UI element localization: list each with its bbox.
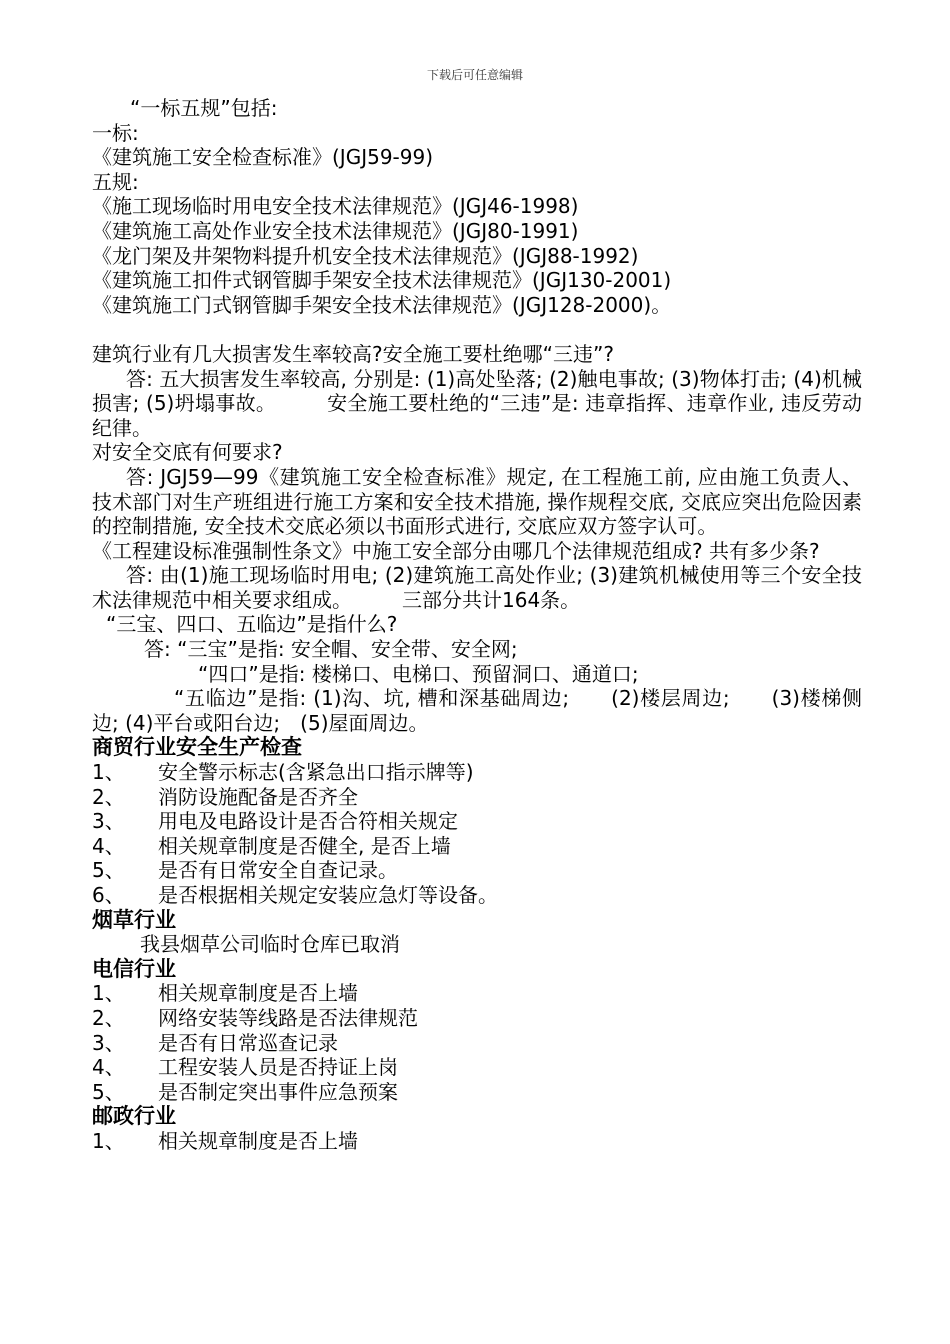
five-regulations-label: 五规: <box>92 169 139 194</box>
question-4: “三宝、四口、五临边”是指什么? <box>106 612 398 637</box>
list-item-text: 相关规章制度是否健全, 是否上墙 <box>158 833 451 858</box>
list-item <box>92 1080 862 1105</box>
answer-4-five-edges: “五临边”是指: (1)沟、坑, 槽和深基础周边; (2)楼层周边; (3)楼梯侧边; (4)平台或阳台边; (5)屋面周边。 <box>92 686 862 735</box>
list-item <box>92 809 862 834</box>
regulation-item: 《龙门架及井架物料提升机安全技术法律规范》(JGJ88-1992) <box>92 243 639 268</box>
answer-3: 答: 由(1)施工现场临时用电; (2)建筑施工高处作业; (3)建筑机械使用等三个安全技术法律规范中相关要求组成。 三部分共计164条。 <box>92 563 862 612</box>
document-body <box>92 96 862 1154</box>
list-item-text: 是否有日常巡查记录 <box>158 1030 338 1055</box>
list-item-text: 是否制定突出事件应急预案 <box>158 1079 398 1104</box>
list-item-text: 相关规章制度是否上墙 <box>158 981 358 1006</box>
page-header: 下载后可任意编辑 <box>426 68 523 82</box>
list-item-number: 3、 <box>92 809 125 834</box>
answer-1: 答: 五大损害发生率较高, 分别是: (1)高处坠落; (2)触电事故; (3)物体打击; (4)机械损害; (5)坍塌事故。 安全施工要杜绝的“三违”是: 违章指挥、违章作业, 违反劳动纪律。 <box>92 366 862 440</box>
list-item-number: 1、 <box>92 760 125 785</box>
list-item <box>92 883 862 908</box>
answer-4-three-treasures: 答: “三宝”是指: 安全帽、安全带、安全网; <box>144 637 518 662</box>
list-item <box>92 1129 862 1154</box>
list-item-text: 工程安装人员是否持证上岗 <box>158 1055 398 1080</box>
list-item <box>92 1055 862 1080</box>
list-item-text: 消防设施配备是否齐全 <box>158 784 358 809</box>
list-item-number: 5、 <box>92 1079 125 1104</box>
list-item <box>92 1006 862 1031</box>
question-3: 《工程建设标准强制性条文》中施工安全部分由哪几个法律规范组成? 共有多少条? <box>92 538 820 563</box>
regulation-item: 《施工现场临时用电安全技术法律规范》(JGJ46-1998) <box>92 194 579 219</box>
standards-title: “一标五规”包括: <box>130 96 278 120</box>
list-item-number: 2、 <box>92 1005 125 1030</box>
section-title-postal: 邮政行业 <box>92 1104 176 1129</box>
spacer <box>92 317 862 342</box>
list-item-number: 5、 <box>92 858 125 883</box>
list-item-number: 6、 <box>92 883 125 907</box>
list-item <box>92 834 862 859</box>
list-item <box>92 1031 862 1056</box>
section-title-tobacco: 烟草行业 <box>92 907 176 932</box>
list-item-number: 4、 <box>92 833 125 858</box>
list-item <box>92 760 862 785</box>
list-item-text: 安全警示标志(含紧急出口指示牌等) <box>158 760 474 785</box>
tobacco-text: 我县烟草公司临时仓库已取消 <box>140 932 400 957</box>
question-1: 建筑行业有几大损害发生率较高?安全施工要杜绝哪“三违”? <box>92 341 614 366</box>
list-item-number: 1、 <box>92 981 125 1006</box>
list-item <box>92 785 862 810</box>
list-item-number: 1、 <box>92 1128 125 1153</box>
question-2: 对安全交底有何要求? <box>92 440 283 465</box>
regulation-item: 《建筑施工门式钢管脚手架安全技术法律规范》(JGJ128-2000)。 <box>92 292 672 317</box>
regulation-item: 《建筑施工高处作业安全技术法律规范》(JGJ80-1991) <box>92 218 579 243</box>
list-item <box>92 858 862 883</box>
one-standard-item: 《建筑施工安全检查标准》(JGJ59-99) <box>92 145 434 170</box>
one-standard-label: 一标: <box>92 120 139 145</box>
list-item-text: 用电及电路设计是否合符相关规定 <box>158 809 458 834</box>
section-title-commerce: 商贸行业安全生产检查 <box>92 735 302 760</box>
list-item-text: 是否有日常安全自查记录。 <box>158 858 398 883</box>
list-item-number: 3、 <box>92 1030 125 1055</box>
section-title-telecom: 电信行业 <box>92 956 176 981</box>
regulation-item: 《建筑施工扣件式钢管脚手架安全技术法律规范》(JGJ130-2001) <box>92 268 672 293</box>
list-item-text: 网络安装等线路是否法律规范 <box>158 1005 418 1030</box>
list-item-number: 2、 <box>92 784 125 809</box>
list-item-text: 是否根据相关规定安装应急灯等设备。 <box>158 883 498 907</box>
answer-2: 答: JGJ59—99《建筑施工安全检查标准》规定, 在工程施工前, 应由施工负责人、技术部门对生产班组进行施工方案和安全技术措施, 操作规程交底, 交底应突出危险因素的控制措施, 安全技术交底必须以书面形式进行, 交底应双方签字认可。 <box>92 464 862 539</box>
list-item-text: 相关规章制度是否上墙 <box>158 1128 358 1153</box>
list-item <box>92 981 862 1006</box>
answer-4-four-openings: “四口”是指: 楼梯口、电梯口、预留洞口、通道口; <box>198 661 639 686</box>
list-item-number: 4、 <box>92 1055 125 1080</box>
